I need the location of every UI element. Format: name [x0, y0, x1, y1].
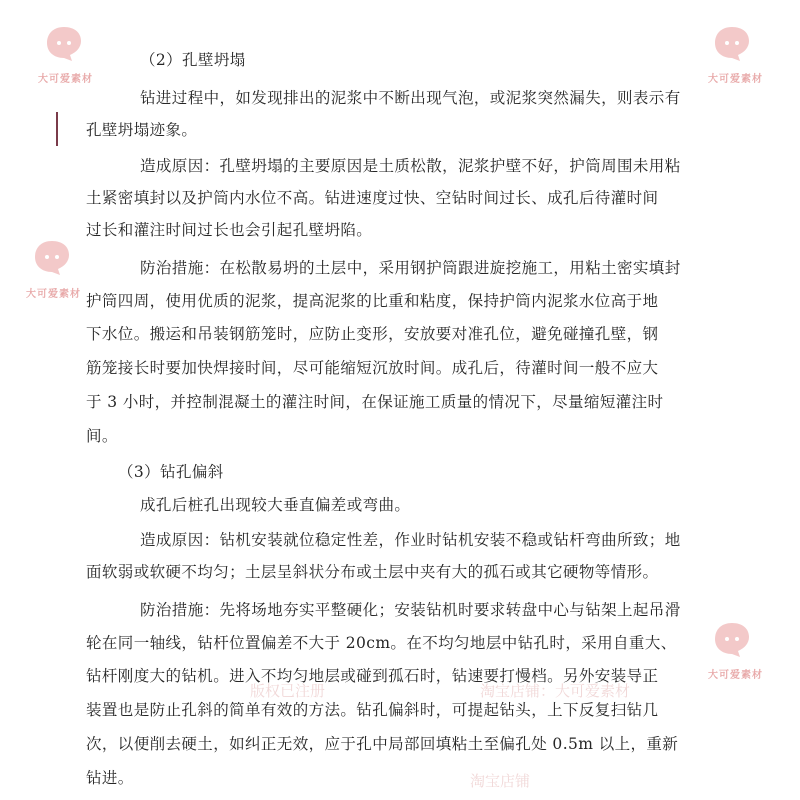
paragraph-line: 轮在同一轴线，钻杆位置偏差不大于 20cm。在不均匀地层中钻孔时，采用自重大、 [86, 634, 677, 652]
watermark-copyright: 版权已注册 [250, 682, 326, 700]
section-heading: （3）钻孔偏斜 [118, 463, 224, 481]
paragraph-line: 过长和灌注时间过长也会引起孔壁坍陷。 [86, 221, 373, 239]
paragraph-line: 造成原因：钻机安装就位稳定性差，作业时钻机安装不稳或钻杆弯曲所致；地 [140, 531, 681, 549]
watermark-shop-short: 淘宝店铺 [470, 772, 531, 790]
watermark-brand: 大可爱素材 [708, 74, 763, 85]
watermark-shop: 淘宝店铺：大可爱素材 [480, 682, 631, 700]
watermark-logo-icon [44, 24, 84, 62]
paragraph-line: 防治措施：先将场地夯实平整硬化；安装钻机时要求转盘中心与钻架上起吊滑 [140, 601, 681, 619]
watermark-brand: 大可爱素材 [38, 74, 93, 85]
watermark-logo-icon [712, 24, 752, 62]
paragraph-line: 次，以便削去硬土，如纠正无效，应于孔中局部回填粘土至偏孔处 0.5m 以上，重新 [86, 735, 679, 753]
paragraph-line: 于 3 小时，并控制混凝土的灌注时间，在保证施工质量的情况下，尽量缩短灌注时 [86, 393, 664, 411]
paragraph-line: 间。 [86, 427, 118, 445]
watermark-logo-icon [712, 620, 752, 658]
paragraph-line: 造成原因：孔壁坍塌的主要原因是土质松散，泥浆护壁不好，护筒周围未用粘 [140, 157, 681, 175]
paragraph-line: 钻进过程中，如发现排出的泥浆中不断出现气泡，或泥浆突然漏失，则表示有 [140, 89, 681, 107]
paragraph-line: 钻杆刚度大的钻机。进入不均匀地层或碰到孤石时，钻速要打慢档。另外安装导正 [86, 667, 659, 685]
paragraph-line: 下水位。搬运和吊装钢筋笼时，应防止变形，安放要对准孔位，避免碰撞孔壁，钢 [86, 325, 659, 343]
watermark-brand: 大可爱素材 [26, 289, 81, 300]
paragraph-line: 土紧密填封以及护筒内水位不高。钻进速度过快、空钻时间过长、成孔后待灌时间 [86, 189, 659, 207]
watermark-logo-icon [32, 238, 72, 276]
paragraph-line: 护筒四周，使用优质的泥浆，提高泥浆的比重和粘度，保持护筒内泥浆水位高于地 [86, 292, 659, 310]
paragraph-line: 防治措施：在松散易坍的土层中，采用钢护筒跟进旋挖施工，用粘土密实填封 [140, 259, 681, 277]
margin-marker [56, 112, 58, 146]
watermark-brand: 大可爱素材 [708, 670, 763, 681]
paragraph-line: 筋笼接长时要加快焊接时间，尽可能缩短沉放时间。成孔后，待灌时间一般不应大 [86, 359, 659, 377]
paragraph-line: 成孔后桩孔出现较大垂直偏差或弯曲。 [140, 496, 411, 514]
paragraph-line: 装置也是防止孔斜的简单有效的方法。钻孔偏斜时，可提起钻头，上下反复扫钻几 [86, 701, 659, 719]
paragraph-line: 面软弱或软硬不均匀；土层呈斜状分布或土层中夹有大的孤石或其它硬物等情形。 [86, 563, 659, 581]
section-heading: （2）孔壁坍塌 [140, 51, 246, 69]
paragraph-line: 孔壁坍塌迹象。 [86, 121, 198, 139]
paragraph-line: 钻进。 [86, 769, 134, 787]
